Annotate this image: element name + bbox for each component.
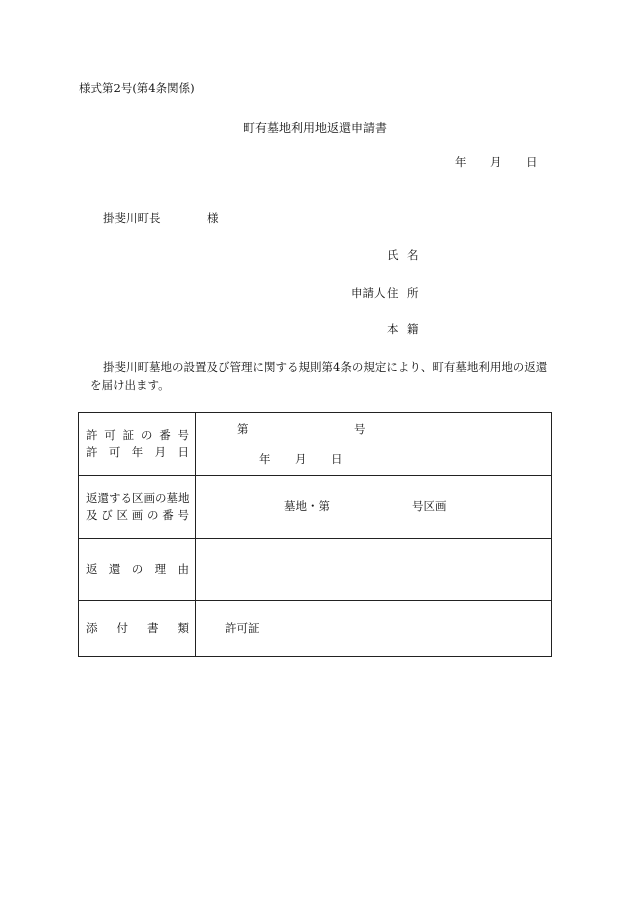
- plot-label-cell: [79, 476, 196, 539]
- plot-value-suffix: 号区画: [412, 499, 447, 513]
- label-char: の: [131, 562, 144, 576]
- plot-value-cell[interactable]: [196, 476, 552, 539]
- table-row-plot: [79, 476, 552, 539]
- attachments-value-cell[interactable]: [196, 601, 552, 657]
- table-row-reason: [79, 539, 552, 601]
- body-text-line1: 掛斐川町墓地の設置及び管理に関する規則第4条の規定により、町有墓地利用地の返還: [103, 360, 548, 374]
- label-char: 類: [177, 621, 189, 635]
- label-char: 墓: [166, 491, 178, 505]
- permit-month: 月: [295, 452, 307, 466]
- label-char: の: [147, 508, 159, 522]
- label-char: 年: [131, 445, 144, 459]
- label-char: 月: [154, 445, 167, 459]
- permit-label-cell: [79, 413, 196, 476]
- label-char: 可: [108, 445, 121, 459]
- label-char: 理: [154, 562, 167, 576]
- label-char: 還: [108, 562, 121, 576]
- permit-year: 年: [259, 452, 271, 466]
- label-char: 書: [147, 621, 159, 635]
- body-text-line2: を届け出ます。: [90, 378, 170, 392]
- address-label-char: 住: [387, 286, 399, 300]
- label-char: 番: [159, 428, 171, 442]
- label-char: 地: [178, 491, 190, 505]
- table-row-attachments: [79, 601, 552, 657]
- date-day: 日: [526, 155, 538, 169]
- label-char: す: [109, 491, 121, 505]
- applicant-prefix: 申請人: [351, 286, 386, 300]
- reason-label-cell: [79, 539, 196, 601]
- name-label-char: 氏: [387, 248, 399, 262]
- form-number: 様式第2号(第4条関係): [79, 81, 195, 95]
- permit-dai: 第: [237, 422, 249, 436]
- plot-label-line1: [86, 490, 189, 507]
- label-char: 添: [86, 621, 98, 635]
- label-char: の: [155, 491, 167, 505]
- label-char: び: [101, 508, 113, 522]
- label-char: 付: [116, 621, 128, 635]
- reason-label: [86, 561, 189, 578]
- permit-value-cell[interactable]: [196, 413, 552, 476]
- addressee-name: 掛斐川町長: [103, 211, 161, 225]
- document-title: 町有墓地利用地返還申請書: [243, 121, 388, 135]
- label-char: 号: [177, 508, 189, 522]
- label-char: 由: [177, 562, 189, 576]
- label-char: 日: [177, 445, 189, 459]
- plot-label-line2: [86, 507, 189, 524]
- label-char: 許: [86, 428, 98, 442]
- application-table: [78, 412, 552, 657]
- attachments-value: 許可証: [225, 621, 260, 635]
- label-char: 画: [143, 491, 155, 505]
- date-year: 年: [455, 155, 467, 169]
- label-char: 号: [177, 428, 189, 442]
- label-char: 許: [86, 445, 98, 459]
- domicile-label-char: 籍: [407, 322, 419, 336]
- permit-date-label: [86, 444, 189, 461]
- label-char: 証: [122, 428, 135, 442]
- label-char: 返: [86, 491, 98, 505]
- domicile-label-char: 本: [387, 322, 399, 336]
- attachments-label-cell: [79, 601, 196, 657]
- label-char: 可: [104, 428, 116, 442]
- date-month: 月: [490, 155, 502, 169]
- reason-value-cell[interactable]: [196, 539, 552, 601]
- permit-number-label: [86, 427, 189, 444]
- label-char: 還: [97, 491, 109, 505]
- attachments-label: [86, 620, 189, 637]
- label-char: の: [140, 428, 153, 442]
- label-char: 番: [162, 508, 174, 522]
- permit-go: 号: [354, 422, 366, 436]
- name-label-char: 名: [407, 248, 419, 262]
- label-char: 画: [131, 508, 144, 522]
- addressee-honorific: 様: [207, 211, 219, 225]
- permit-day: 日: [331, 452, 343, 466]
- label-char: 及: [86, 508, 98, 522]
- address-label-char: 所: [407, 286, 419, 300]
- label-char: 区: [132, 491, 144, 505]
- plot-value-prefix: 墓地・第: [284, 499, 330, 513]
- label-char: 返: [86, 562, 98, 576]
- label-char: 区: [116, 508, 128, 522]
- label-char: る: [120, 491, 132, 505]
- table-row-permit: [79, 413, 552, 476]
